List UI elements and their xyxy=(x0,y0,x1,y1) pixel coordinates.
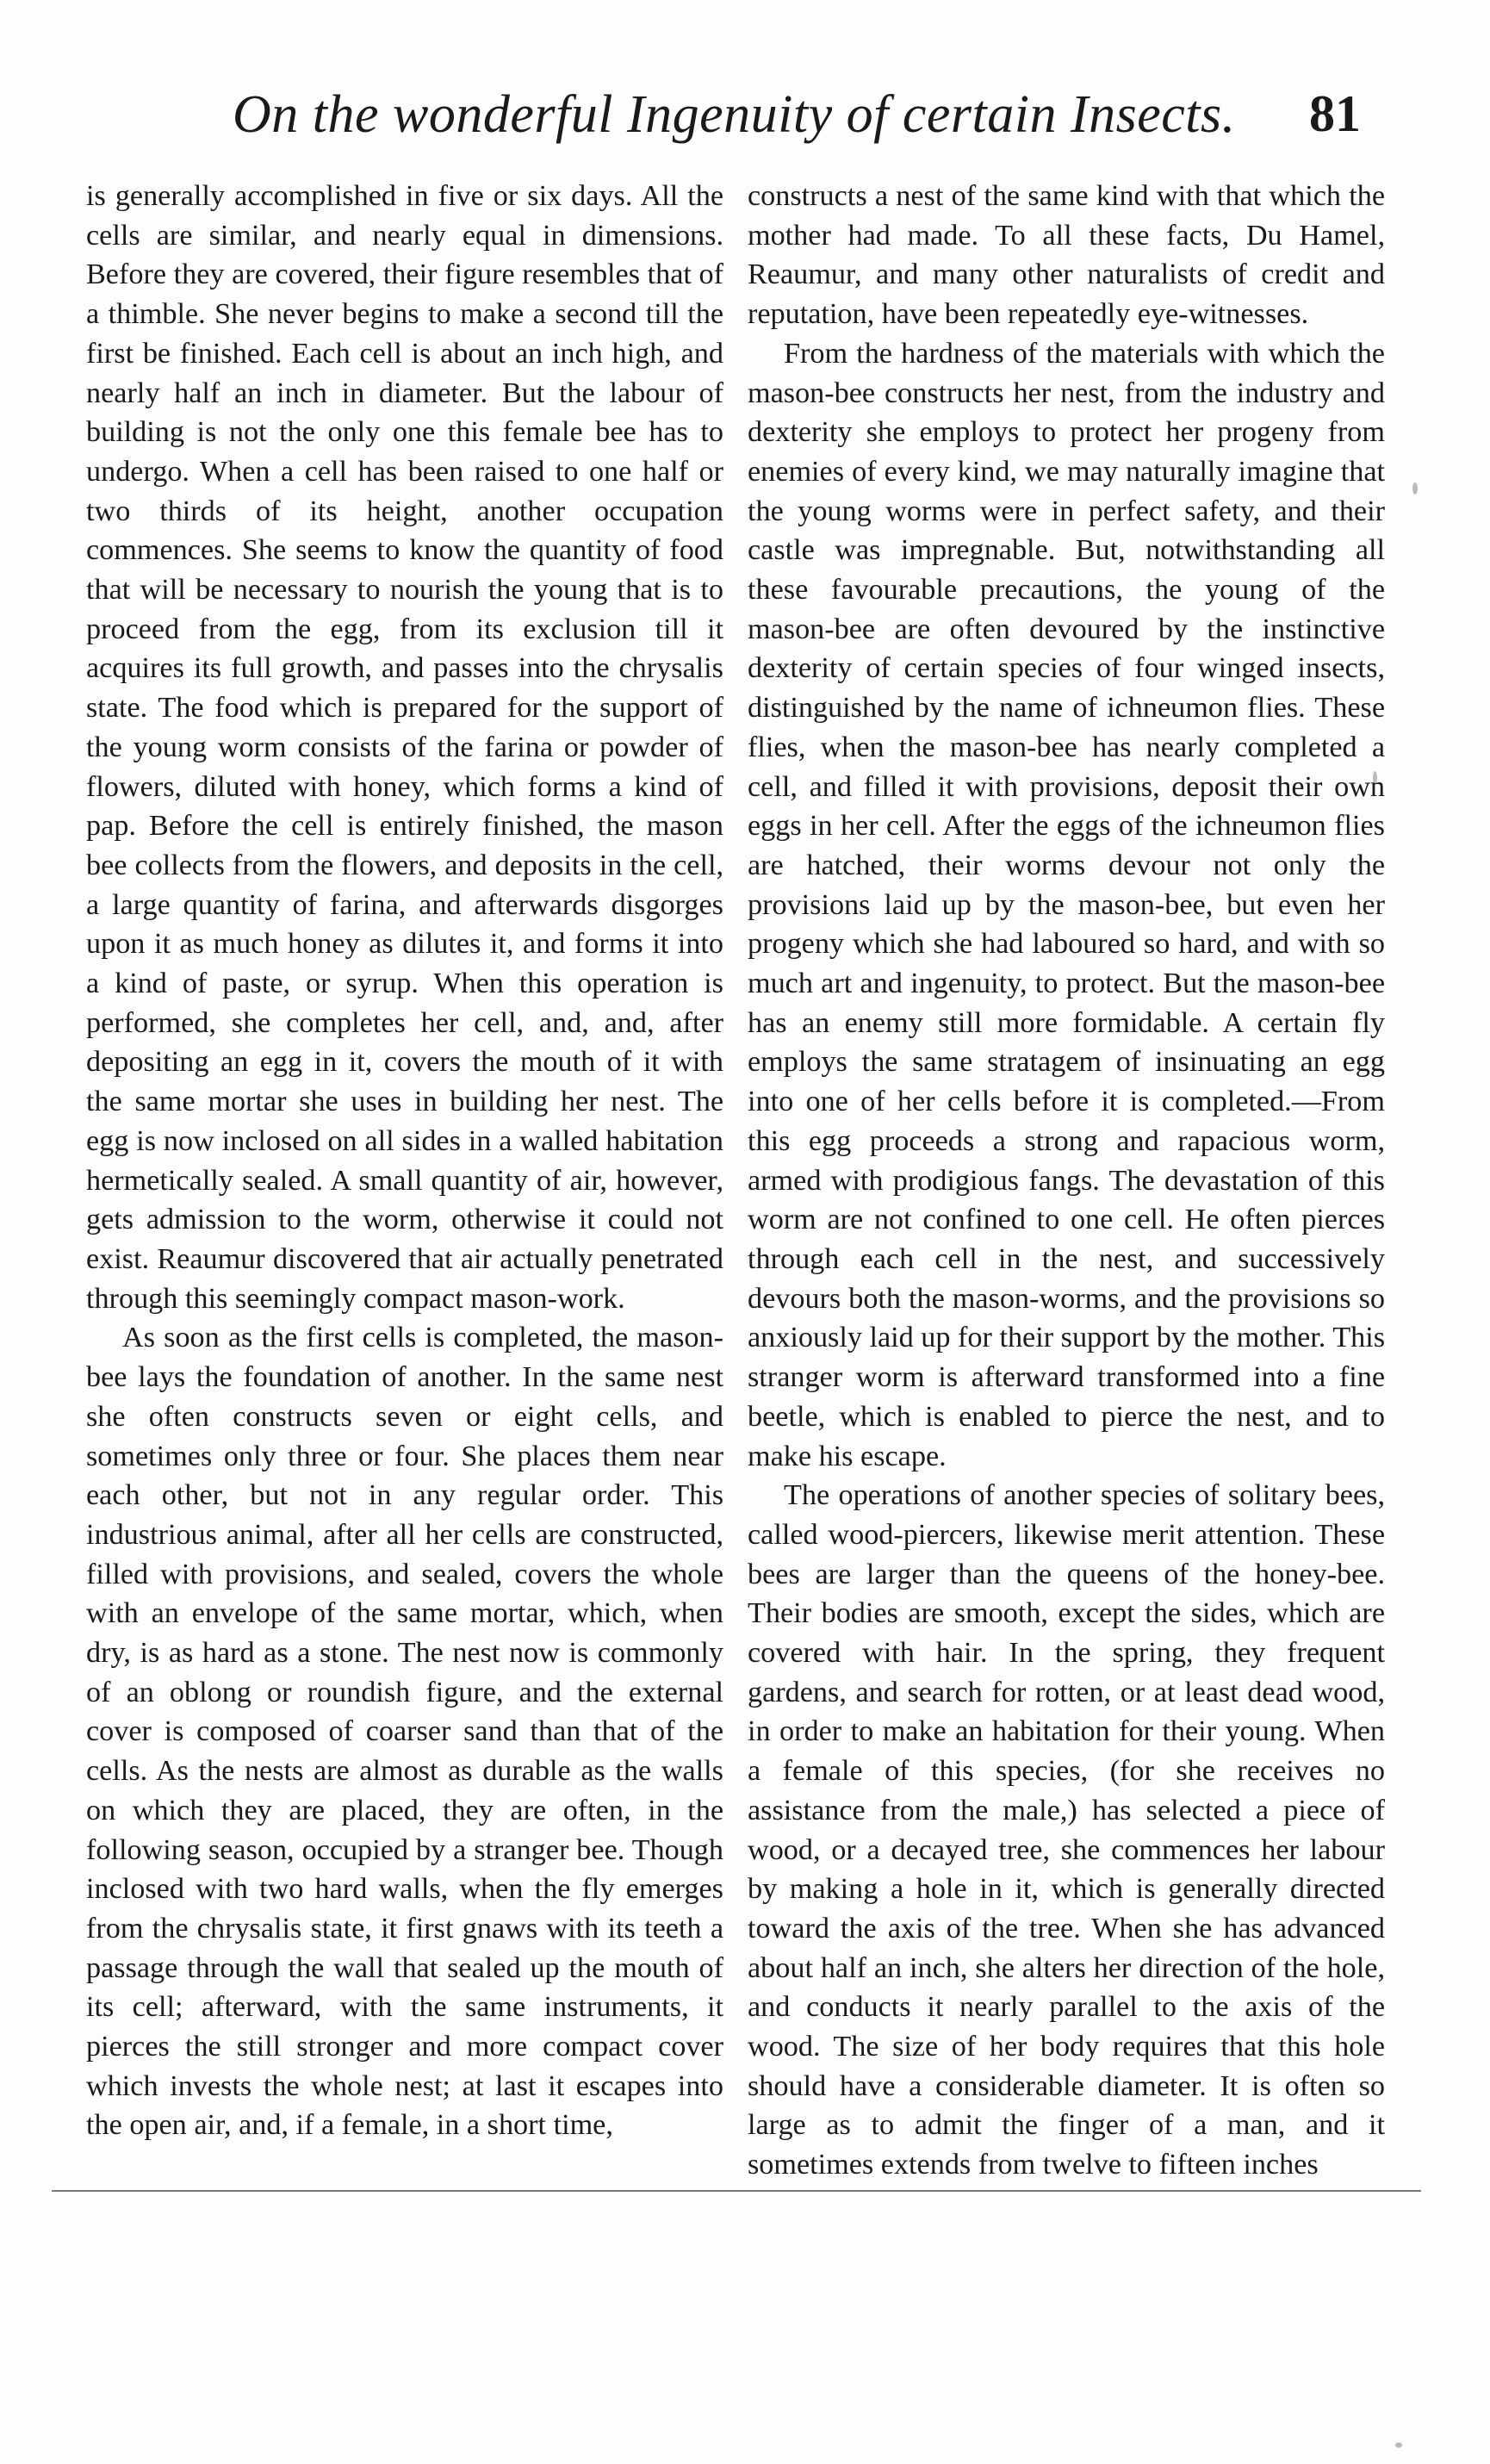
paragraph: As soon as the first cells is completed, the mason-bee lays the foundation of another. In the same nest she often constructs seven or eight cells, and sometimes only three or four. She places them near each other, but not in any regular order. This industrious animal, after all her cells are constructed, filled with provisions, and sealed, covers the whole with an envelope of the same mortar, which, when dry, is as hard as a stone. The nest now is commonly of an oblong or roundish figure, and the external cover is composed of coarser sand than that of the cells. As the nests are almost as durable as the walls on which they are placed, they are often, in the following season, occupied by a stranger bee. Though inclosed with two hard walls, when the fly emerges from the chrysalis state, it first gnaws with its teeth a passage through the wall that sealed up the mouth of its cell; afterward, with the same instruments, it pierces the still stronger and more compact cover which invests the whole nest; at last it escapes into the open air, and, if a female, in a short time, xyxy=(86,1322,723,2142)
paragraph: From the hardness of the materials with which the mason-bee constructs her nest, from the industry and dexterity she employs to protect her progeny from enemies of every kind, we may naturally imagine that the young worms were in perfect safety, and their castle was impregnable. But, notwithstanding all these favourable precautions, the young of the mason-bee are often devoured by the instinctive dexterity of certain species of four winged insects, distinguished by the name of ichneumon flies. These flies, when the mason-bee has nearly completed a cell, and filled it with provisions, deposit their own eggs in her cell. After the eggs of the ichneumon flies are hatched, their worms devour not only the provisions laid up by the mason-bee, but even her progeny which she had laboured so hard, and with so much art and ingenuity, to protect. But the mason-bee has an enemy still more formidable. A certain fly employs the same stratagem of insinuating an egg into one of her cells before it is completed.—From this egg proceeds a strong and rapacious worm, armed with prodigious fangs. The devastation of this worm are not confined to one cell. He often pierces through each cell in the nest, and successively devours both the mason-worms, and the provisions so anxiously laid up for their support by the mother. This stranger worm is afterward transformed into a fine beetle, which is enabled to pierce the nest, and to make his escape. xyxy=(748,337,1386,1472)
left-column xyxy=(86,177,723,2145)
ink-speck xyxy=(1373,771,1377,785)
paragraph: is generally accomplished in five or six days. All the cells are similar, and nearly equal in dimensions. Before they are covered, their figure resembles that of a thimble. She never begins to make a second till the first be finished. Each cell is about an inch high, and nearly half an inch in diameter. But the labour of building is not the only one this female bee has to undergo. When a cell has been raised to one half or two thirds of its height, another occupation commences. She seems to know the quantity of food that will be necessary to nourish the young that is to proceed from the egg, from its exclusion till it acquires its full growth, and passes into the chrysalis state. The food which is prepared for the support of the young worm consists of the farina or powder of flowers, diluted with honey, which forms a kind of pap. Before the cell is entirely finished, the mason bee collects from the flowers, and deposits in the cell, a large quantity of farina, and afterwards disgorges upon it as much honey as dilutes it, and forms it into a kind of paste, or syrup. When this operation is performed, she completes her cell, and, and, after depositing an egg in it, covers the mouth of it with the same mortar she uses in building her nest. The egg is now inclosed on all sides in a walled habitation hermetically sealed. A small quantity of air, however, gets admission to the worm, otherwise it could not exist. Reaumur discovered that air actually penetrated through this seemingly compact mason-work. xyxy=(86,180,723,1315)
ink-speck xyxy=(1395,2442,1402,2448)
running-header xyxy=(0,69,1490,164)
right-column xyxy=(748,177,1385,2185)
paragraph: The operations of another species of solitary bees, called wood-piercers, likewise merit attention. These bees are larger than the queens of the honey-bee. Their bodies are smooth, except the sides, which are covered with hair. In the spring, they frequent gardens, and search for rotten, or at least dead wood, in order to make an habitation for their young. When a female of this species, (for she receives no assistance from the male,) has selected a piece of wood, or a decayed tree, she commences her labour by making a hole in it, which is generally directed toward the axis of the tree. When she has advanced about half an inch, she alters her direction of the hole, and conducts it nearly parallel to the axis of the wood. The size of her body requires that this hole should have a considerable diameter. It is often so large as to admit the finger of a man, and it sometimes extends from twelve to fifteen inches xyxy=(748,1479,1385,2181)
paragraph: constructs a nest of the same kind with that which the mother had made. To all these facts, Du Hamel, Reaumur, and many other naturalists of credit and reputation, have been repeatedly eye-witnesses. xyxy=(748,180,1385,331)
ink-speck xyxy=(1412,482,1418,495)
page-number: 81 xyxy=(1309,85,1361,142)
running-title: On the wonderful Ingenuity of certain Insects. xyxy=(233,85,1236,144)
fold-line xyxy=(52,2190,1421,2192)
